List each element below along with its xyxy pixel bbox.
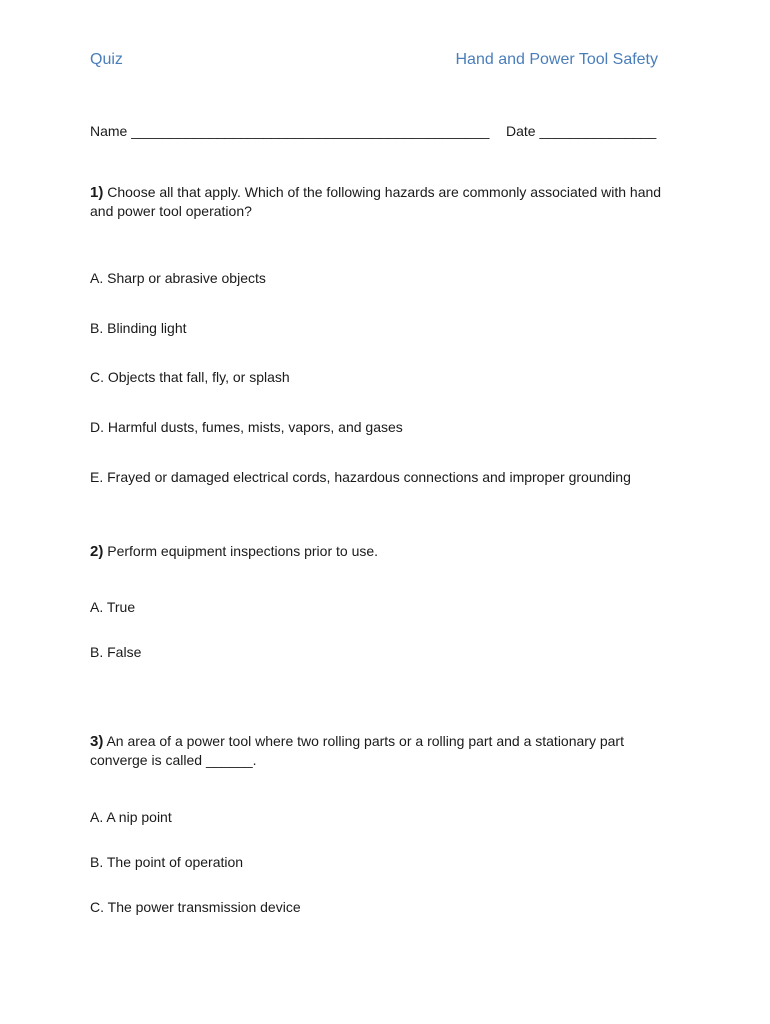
- question-1-option-d: D. Harmful dusts, fumes, mists, vapors, and gases: [90, 419, 403, 435]
- question-3: [90, 732, 670, 769]
- question-1-option-b: B. Blinding light: [90, 320, 187, 336]
- question-text: Perform equipment inspections prior to use.: [103, 543, 379, 559]
- question-3-option-c: C. The power transmission device: [90, 899, 301, 915]
- question-number: 2): [90, 543, 104, 560]
- question-3-option-b: B. The point of operation: [90, 854, 244, 870]
- question-2-option-b: B. False: [90, 644, 142, 660]
- question-1-option-c: C. Objects that fall, fly, or splash: [90, 369, 290, 385]
- question-3-option-a: A. A nip point: [90, 809, 172, 825]
- question-text: Choose all that apply. Which of the following hazards are commonly associated with hand and power tool operation?: [90, 184, 662, 219]
- name-field: Name ______________________________________________: [90, 123, 490, 139]
- date-field: Date _______________: [506, 123, 657, 139]
- question-2-option-a: A. True: [90, 599, 136, 615]
- question-1-option-e: E. Frayed or damaged electrical cords, hazardous connections and improper grounding: [90, 469, 631, 485]
- question-2: [90, 542, 670, 561]
- question-number: 1): [90, 184, 104, 201]
- header-quiz-label: Quiz: [90, 51, 123, 68]
- question-1-option-a: A. Sharp or abrasive objects: [90, 270, 266, 286]
- question-1: [90, 183, 670, 220]
- question-text: An area of a power tool where two rolling parts or a rolling part and a stationary part converge is called ______.: [90, 733, 624, 768]
- header-title: Hand and Power Tool Safety: [455, 51, 658, 68]
- question-number: 3): [90, 733, 104, 750]
